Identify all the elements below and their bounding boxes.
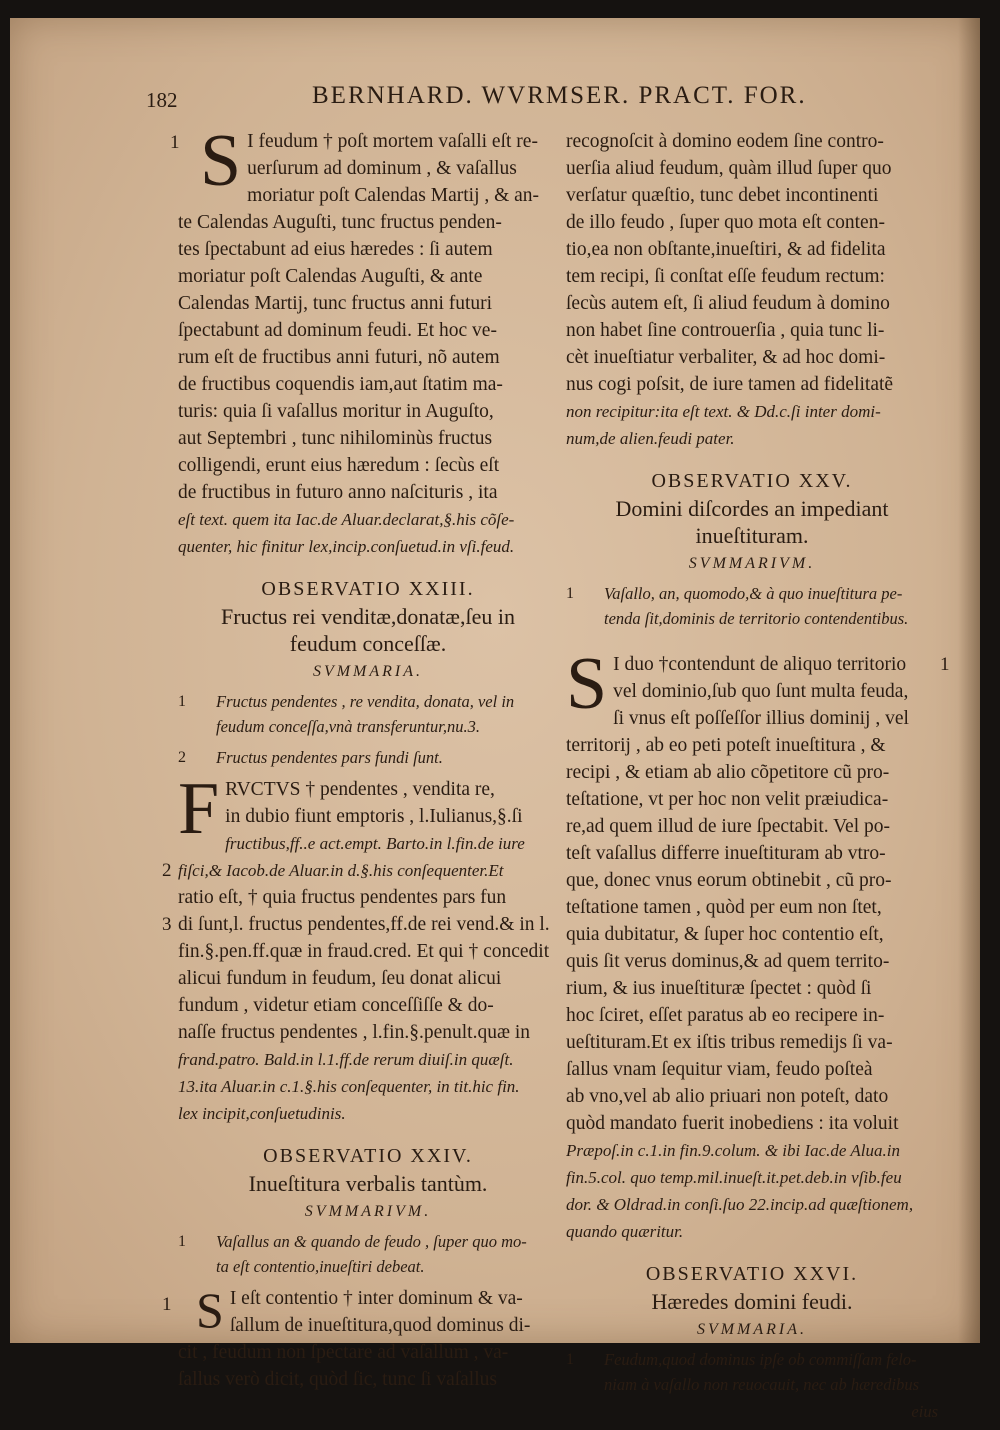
margin-number: 1 <box>940 654 950 675</box>
left-column <box>162 120 558 1393</box>
text-line: fin.§.pen.ff.quæ in fraud.cred. Et qui † concedit <box>178 941 550 962</box>
summary-item <box>178 745 558 770</box>
text-line: ſi vnus eſt poſſeſſor illius dominij , vel <box>613 708 909 729</box>
running-head <box>10 82 980 122</box>
title-line: Fructus rei venditæ,donatæ,ſeu in <box>221 604 515 629</box>
citation-line: num,de alien.feudi pater. <box>566 429 735 448</box>
summary-number: 2 <box>178 749 186 766</box>
text-line: ratio eſt, † quia fructus pendentes pars fun <box>178 887 507 908</box>
summary-line: tenda ſit,dominis de territorio contendentibus. <box>604 609 909 628</box>
summary-number: 1 <box>566 1351 574 1368</box>
text-line: recipi , & etiam ab alio cõpetitore cũ pro- <box>566 762 890 783</box>
citation-line: frand.patro. Bald.in l.1.ff.de rerum diuiſ.in quæſt. <box>178 1050 514 1069</box>
citation-line: fructibus,ff..e act.empt. Barto.in l.fin.de iure <box>225 834 525 853</box>
text-line: uerſia aliud feudum, quàm illud ſuper quo <box>566 158 892 179</box>
text-line: de illo feudo , ſuper quo mota eſt conten- <box>566 212 885 233</box>
margin-number: 2 <box>162 860 172 881</box>
text-line: ſpectabunt ad dominum feudi. Et hoc ve- <box>178 320 497 341</box>
title-line: Inueſtitura verbalis tantùm. <box>248 1171 488 1196</box>
observation-title <box>566 495 938 549</box>
text-line: rum eſt de fructibus anni futuri, nõ autem <box>178 347 500 368</box>
text-line: naſſe fructus pendentes , l.fin.§.penult.quæ in <box>178 1022 531 1043</box>
text-line: I feudum † poſt mortem vaſalli eſt re- <box>247 131 538 152</box>
summary-line: feudum conceſſa,vnà transferuntur,nu.3. <box>216 717 480 736</box>
text-line: turis: quia ſi vaſallus moritur in Auguſto, <box>178 401 494 422</box>
book-page <box>10 18 980 1421</box>
citation-line: fin.5.col. quo temp.mil.inueſt.it.pet.deb.in vſib.feu <box>566 1168 902 1187</box>
text-line: tio,ea non obſtante,inueſtiri, & ad fidelita <box>566 239 886 260</box>
margin-number: 1 <box>162 1294 172 1315</box>
text-line: re,ad quem illud de iure ſpectabit. Vel po- <box>566 816 890 837</box>
summary-item <box>178 689 558 739</box>
text-line: uerſurum ad dominum , & vaſallus <box>247 158 517 179</box>
paragraph-fructus <box>162 768 558 1127</box>
paragraph-contentio <box>162 1282 558 1393</box>
text-line: Calendas Martij, tunc fructus anni futuri <box>178 293 493 314</box>
title-line: inueſtituram. <box>695 523 809 548</box>
summary-line: Vaſallus an & quando de feudo , ſuper quo mo- <box>216 1232 527 1251</box>
paragraph-recognoscit <box>566 128 938 452</box>
running-title: BERNHARD. WVRMSER. PRACT. FOR. <box>312 82 807 109</box>
summary-number: 1 <box>566 585 574 602</box>
text-line: aut Septembri , tunc nihilominùs fructus <box>178 428 493 449</box>
summary-line: Fructus pendentes , re vendita, donata, vel in <box>216 692 515 711</box>
text-line: de fructibus in futuro anno naſcituris , ita <box>178 482 498 503</box>
text-line: quia dubitatur, & ſuper hoc contentio eſt, <box>566 924 884 945</box>
catchword: eius <box>911 1402 938 1421</box>
observation-title <box>178 603 558 657</box>
summary-line: Feudum,quod dominus ipſe ob commiſſam felo- <box>604 1350 917 1369</box>
drop-cap: S <box>196 1282 224 1338</box>
citation-line: non recipitur:ita eſt text. & Dd.c.ſi inter domi- <box>566 402 881 421</box>
citation-line: quenter, hic finitur lex,incip.conſuetud.in vſi.feud. <box>178 537 515 556</box>
text-line: fundum , videtur etiam conceſſiſſe & do- <box>178 995 494 1016</box>
margin-number: 3 <box>162 914 172 935</box>
text-line: de fructibus coquendis iam,aut ſtatim ma- <box>178 374 503 395</box>
text-line: moriatur poſt Calendas Martij , & an- <box>247 185 540 206</box>
summary-heading: SVMMARIVM. <box>688 555 816 572</box>
text-line: quis ſit verus dominus,& ad quem territo- <box>566 951 890 972</box>
text-line: colligendi, erunt eius hæredum : ſecùs eſt <box>178 455 500 476</box>
summary-heading: SVMMARIA. <box>696 1321 808 1338</box>
text-line: ſallus verò dicit, quòd ſic, tunc ſi vaſallus <box>178 1369 497 1390</box>
citation-line: eſt text. quem ita Iac.de Aluar.declarat,§.his cõſe- <box>178 510 515 529</box>
text-line: RVCTVS † pendentes , vendita re, <box>225 779 495 800</box>
summary-heading: SVMMARIA. <box>312 663 424 680</box>
summary-item <box>566 1347 938 1397</box>
observation-title <box>178 1170 558 1197</box>
summary-heading: SVMMARIVM. <box>304 1203 432 1220</box>
text-line: di ſunt,l. fructus pendentes,ff.de rei vend.& in l. <box>178 914 550 935</box>
drop-cap: F <box>178 768 220 850</box>
summary-line: ta eſt contentio,inueſtiri debeat. <box>216 1257 425 1276</box>
summary-item <box>178 1229 558 1279</box>
text-line: vel dominio,ſub quo ſunt multa feuda, <box>613 681 909 702</box>
summary-number: 1 <box>178 1233 186 1250</box>
text-line: ab vno,vel ab alio priuari non poteſt, dato <box>566 1086 889 1107</box>
summary-line: Fructus pendentes pars fundi ſunt. <box>216 748 443 767</box>
summary-item <box>566 581 938 631</box>
text-line: quòd mandato fuerit inobediens : ita voluit <box>566 1113 899 1134</box>
text-line: ſallus vnam ſequitur viam, feudo poſteà <box>566 1059 873 1080</box>
text-line: ſallum de inueſtitura,quod dominus di- <box>229 1315 531 1336</box>
summary-line: niam à vaſallo non reuocauit, nec ab hæredibus <box>604 1375 919 1394</box>
drop-cap: S <box>200 120 242 202</box>
margin-number: 1 <box>170 132 180 153</box>
text-line: teſt vaſallus differre inueſtituram ab vtro- <box>566 843 886 864</box>
text-line: hoc ſciret, eſſet paratus ab eo recipere in- <box>566 1005 885 1026</box>
summary-line: Vaſallo, an, quomodo,& à quo inueſtitura pe- <box>604 584 903 603</box>
observation-title <box>566 1288 938 1315</box>
observation-heading: OBSERVATIO XXVI. <box>645 1263 859 1285</box>
title-line: Hæredes domini feudi. <box>651 1289 853 1314</box>
citation-line: fiſci,& Iacob.de Aluar.in d.§.his conſequenter.Et <box>178 861 504 880</box>
citation-line: dor. & Oldrad.in conſi.ſuo 22.incip.ad quæſtionem, <box>566 1195 914 1214</box>
drop-cap: S <box>566 643 608 725</box>
text-line: teſtatione tamen , quòd per eum non ſtet, <box>566 897 882 918</box>
text-line: nus cogi poſsit, de iure tamen ad fidelitatẽ <box>566 374 894 395</box>
paragraph-feudum <box>178 120 558 560</box>
paragraph-duo-contendunt <box>566 643 950 1245</box>
text-line: te Calendas Auguſti, tunc fructus penden- <box>178 212 502 233</box>
observation-heading: OBSERVATIO XXIV. <box>263 1145 473 1167</box>
text-line: ueſtituram.Et ex iſtis tribus remedijs ſi va- <box>566 1032 893 1053</box>
text-line: alicui fundum in feudum, ſeu donat alicui <box>178 968 502 989</box>
right-column <box>566 128 950 1430</box>
observation-heading: OBSERVATIO XXIII. <box>261 578 475 600</box>
text-line: verſatur quæſtio, tunc debet incontinenti <box>566 185 879 206</box>
title-line: Domini diſcordes an impediant <box>615 496 889 521</box>
text-line: tem recipi, ſi conſtat eſſe feudum rectum: <box>566 266 885 287</box>
citation-line: quando quæritur. <box>566 1222 684 1241</box>
text-line: recognoſcit à domino eodem ſine contro- <box>566 131 884 152</box>
citation-line: 13.ita Aluar.in c.1.§.his conſequenter, in tit.hic fin. <box>178 1077 520 1096</box>
text-line: non habet ſine controuerſia , quia tunc li- <box>566 320 885 341</box>
text-line: cit , feudum non ſpectare ad vaſallum , va- <box>178 1342 509 1363</box>
title-line: feudum conceſſæ. <box>289 631 447 656</box>
text-line: I duo †contendunt de aliquo territorio <box>613 654 907 675</box>
observation-heading: OBSERVATIO XXV. <box>651 470 853 492</box>
text-line: cèt inueſtiatur verbaliter, & ad hoc domi- <box>566 347 886 368</box>
citation-line: Præpoſ.in c.1.in fin.9.colum. & ibi Iac.de Alua.in <box>566 1141 900 1160</box>
citation-line: lex incipit,conſuetudinis. <box>178 1104 346 1123</box>
text-line: ſecùs autem eſt, ſi aliud feudum à domino <box>566 293 890 314</box>
summary-number: 1 <box>178 693 186 710</box>
page-edge-shadow <box>958 18 980 1343</box>
text-line: moriatur poſt Calendas Auguſti, & ante <box>178 266 483 287</box>
text-line: que, donec vnus eorum obtinebit , cũ pro- <box>566 870 892 891</box>
text-line: I eſt contentio † inter dominum & va- <box>229 1288 523 1309</box>
text-line: rium, & ius inueſtituræ ſpectet : quòd ſi <box>566 978 872 999</box>
text-line: territorij , ab eo peti poteſt inueſtitura , & <box>566 735 886 756</box>
text-line: tes ſpectabunt ad eius hæredes : ſi autem <box>178 239 493 260</box>
page-number: 182 <box>146 88 178 112</box>
text-line: in dubio fiunt emptoris , l.Iulianus,§.ſi <box>225 806 523 827</box>
text-line: teſtatione, vt per hoc non velit præiudica- <box>566 789 889 810</box>
